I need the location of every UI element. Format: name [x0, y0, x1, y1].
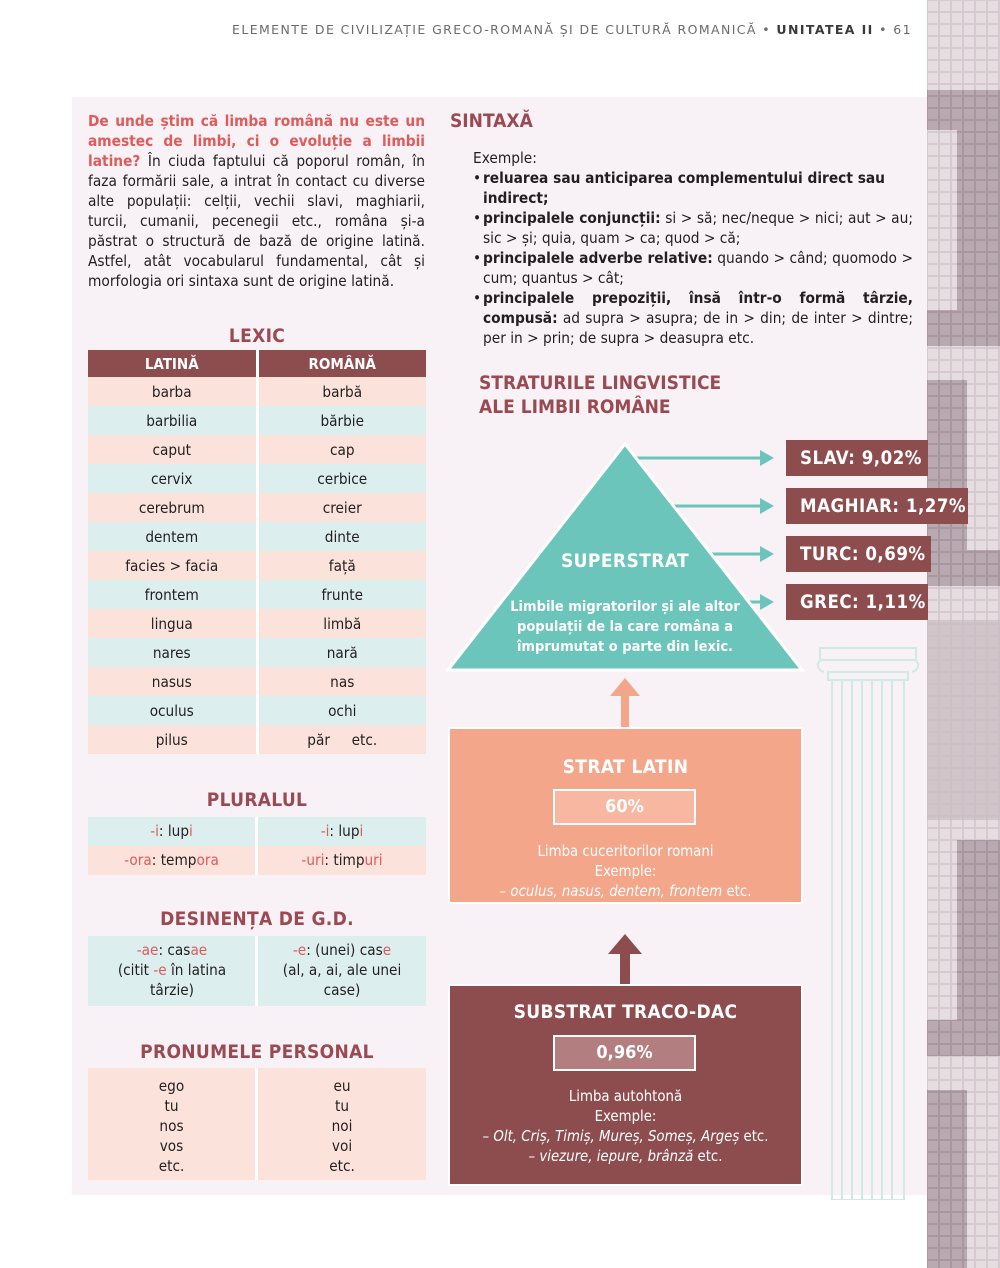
mosaic-decoration — [927, 0, 1000, 1268]
strat-latin-text — [449, 842, 802, 902]
lexic-romana-cell: cap — [329, 440, 355, 459]
pluralul-table — [88, 817, 426, 875]
lexic-romana-cell: față — [328, 556, 356, 575]
note: (citit — [117, 961, 154, 979]
influence-slav: SLAV: 9,02% — [786, 440, 928, 476]
intro-question: De unde știm că limba română nu este un amestec de limbi, ci o evoluție a limbii latine? — [88, 112, 425, 170]
sintaxa-item-3-text: quando > când; quomodo > cum; quantus > cât; — [483, 249, 913, 287]
lexic-latin-cell: pilus — [88, 725, 259, 754]
influence-turc: TURC: 0,69% — [786, 536, 931, 572]
lexic-col-latin: LATINĂ — [88, 350, 259, 377]
influence-maghiar: MAGHIAR: 1,27% — [786, 488, 968, 524]
lexic-romana-cell: cerbice — [317, 469, 368, 488]
pronoun-romana: noi — [331, 1117, 353, 1135]
suffix: ora — [196, 851, 219, 869]
sep: : — [324, 851, 334, 869]
pluralul-latin-cell — [88, 817, 258, 846]
ending: -i — [150, 822, 159, 840]
sintaxa-exemple: Exemple: — [473, 149, 537, 167]
lexic-row — [88, 551, 426, 580]
pronoun-romana: eu — [333, 1077, 351, 1095]
lexic-romana-cell: barbă — [322, 382, 363, 401]
influence-grec: GREC: 1,11% — [786, 584, 928, 620]
lexic-row — [88, 435, 426, 464]
suffix: e — [382, 941, 392, 959]
note: în latina târzie) — [149, 961, 227, 999]
pronumele-title: PRONUMELE PERSONAL — [140, 1041, 374, 1063]
header-title: ELEMENTE DE CIVILIZAȚIE GRECO-ROMANĂ ȘI DE CULTURĂ ROMANICĂ — [232, 22, 757, 37]
lexic-title: LEXIC — [228, 325, 286, 347]
lexic-col-romana: ROMÂNĂ — [259, 350, 427, 377]
lexic-row — [88, 667, 426, 696]
pronoun-latin: nos — [159, 1117, 184, 1135]
pluralul-row — [88, 846, 426, 875]
pronumele-latin-col — [88, 1068, 258, 1180]
influence-boxes — [786, 440, 967, 620]
substrat-text — [449, 1087, 802, 1167]
lexic-row — [88, 493, 426, 522]
sintaxa-title: SINTAXĂ — [450, 110, 533, 132]
sep: : (unei) — [306, 941, 360, 959]
substrat-ex2-etc: etc. — [693, 1148, 723, 1165]
lexic-latin-cell: barbilia — [88, 406, 259, 435]
header-bullet: • — [762, 22, 772, 37]
ending: -uri — [301, 851, 325, 869]
pronoun-latin: vos — [159, 1137, 184, 1155]
page-number: 61 — [893, 22, 912, 37]
intro-block — [88, 111, 425, 291]
strat-latin-etc: etc. — [722, 883, 752, 900]
lexic-romana-cell: bărbie — [320, 411, 365, 430]
lexic-romana-cell: păr etc. — [307, 730, 378, 749]
strat-latin-examples: – oculus, nasus, dentem, frontem — [499, 883, 723, 900]
lexic-table — [88, 350, 426, 754]
lexic-row — [88, 522, 426, 551]
pronoun-latin: ego — [158, 1077, 185, 1095]
lexic-romana-cell: nară — [326, 643, 358, 662]
sintaxa-item: • principalele adverbe relative: quando > când; quomodo > cum; quantus > cât; — [473, 249, 913, 287]
strat-latin-desc: Limba cuceritorilor romani — [537, 843, 714, 860]
stem: cas — [167, 941, 191, 959]
lexic-row — [88, 464, 426, 493]
lexic-romana-cell: ochi — [328, 701, 357, 720]
note-ending: -e — [153, 961, 167, 979]
lexic-row — [88, 377, 426, 406]
straturi-title-line1: STRATURILE LINGVISTICE — [479, 372, 722, 394]
pronoun-latin: tu — [164, 1097, 179, 1115]
substrat-exemple: Exemple: — [594, 1108, 657, 1125]
superstrat-desc: Limbile migratorilor și ale altor populații de la care româna a împrumutat o parte din lexic. — [510, 599, 740, 655]
ending: -ora — [124, 851, 152, 869]
sintaxa-item-4-text: ad supra > asupra; de in > din; de inter > dintre; per in > prin; de supra > deasupra etc. — [483, 309, 913, 347]
sintaxa-item: • reluarea sau anticiparea complementului direct sau indirect; — [473, 168, 913, 208]
note: (al, a, ai, ale unei case) — [282, 961, 402, 999]
superstrat-title: SUPERSTRAT — [560, 550, 690, 572]
lexic-body — [88, 377, 426, 754]
desinenta-table — [88, 936, 426, 1006]
desinenta-title: DESINENȚA DE G.D. — [160, 908, 354, 930]
lexic-latin-cell: cervix — [88, 464, 259, 493]
lexic-row — [88, 609, 426, 638]
pluralul-romana-cell — [258, 817, 426, 846]
sep: : — [158, 822, 168, 840]
lexic-row — [88, 638, 426, 667]
substrat-ex2: – viezure, iepure, brânză — [528, 1148, 694, 1165]
stem: cas — [359, 941, 383, 959]
ending: -ae — [136, 941, 159, 959]
sintaxa-item-3-label: principalele adverbe relative: — [483, 249, 713, 267]
up-arrow-latin — [610, 678, 640, 728]
mosaic-pattern — [927, 0, 1000, 1268]
ending: -i — [320, 822, 330, 840]
pluralul-title: PLURALUL — [206, 789, 308, 811]
sintaxa-block — [473, 148, 913, 348]
sintaxa-item: • principalele conjuncții: si > să; nec/neque > nici; aut > au; sic > și; quia, quam > ca; quod > că; — [473, 209, 913, 247]
suffix: ae — [190, 941, 208, 959]
header-bullet-2: • — [879, 22, 888, 37]
ionic-column — [818, 648, 919, 1200]
stem: lup — [338, 822, 360, 840]
lexic-romana-cell: dinte — [324, 527, 360, 546]
lexic-latin-cell: barba — [88, 377, 259, 406]
lexic-latin-cell: nasus — [88, 667, 259, 696]
suffix: i — [189, 822, 193, 840]
up-arrow-substrat — [608, 934, 642, 984]
lexic-romana-cell: limbă — [323, 614, 362, 633]
lexic-romana-cell: nas — [330, 672, 355, 691]
pluralul-row — [88, 817, 426, 846]
sep: : — [329, 822, 339, 840]
stem: lup — [167, 822, 190, 840]
lexic-latin-cell: cerebrum — [88, 493, 259, 522]
intro-body: În ciuda faptului că poporul român, în faza formării sale, a intrat în contact cu diverse alte populații: celții, vechii slavi, maghiarii, turcii, cumanii, pecenegii etc., româna și-a păstrat o structură de bază de origine latină. Astfel, atât vocabularul fundamental, cât și morfologia ori sintaxa sunt de origine latină. — [88, 152, 425, 290]
sintaxa-item-4-label: principalele prepoziții, însă într-o formă târzie, compusă: — [483, 289, 913, 327]
lexic-latin-cell: lingua — [88, 609, 259, 638]
straturi-title-line2: ALE LIMBII ROMÂNE — [479, 396, 671, 418]
pronumele-table — [88, 1068, 426, 1180]
lexic-latin-cell: facies > facia — [88, 551, 259, 580]
desinenta-latin-cell — [88, 936, 258, 1006]
lexic-latin-cell: oculus — [88, 696, 259, 725]
lexic-row — [88, 696, 426, 725]
lexic-row — [88, 406, 426, 435]
desinenta-romana-cell — [258, 936, 426, 1006]
pronoun-latin: etc. — [158, 1157, 185, 1175]
strat-latin-title: STRAT LATIN — [562, 756, 689, 778]
pronoun-romana: etc. — [329, 1157, 355, 1175]
strat-latin-exemple: Exemple: — [594, 863, 657, 880]
substrat-percent: 0,96% — [553, 1035, 696, 1071]
lexic-romana-cell: creier — [322, 498, 362, 517]
stem: timp — [333, 851, 365, 869]
sintaxa-item-2-text: si > să; nec/neque > nici; aut > au; sic > și; quia, quam > ca; quod > că; — [483, 209, 913, 247]
pronoun-romana: voi — [331, 1137, 353, 1155]
pronoun-romana: tu — [334, 1097, 350, 1115]
header-unit: UNITATEA II — [776, 22, 874, 37]
sep: : — [151, 851, 161, 869]
lexic-latin-cell: caput — [88, 435, 259, 464]
sep: : — [158, 941, 168, 959]
suffix: uri — [364, 851, 383, 869]
lexic-latin-cell: dentem — [88, 522, 259, 551]
lexic-header-row — [88, 350, 426, 377]
lexic-row — [88, 725, 426, 754]
lexic-row — [88, 580, 426, 609]
sintaxa-item-1: reluarea sau anticiparea complementului direct sau indirect; — [483, 169, 885, 207]
running-header — [0, 22, 912, 37]
lexic-latin-cell: nares — [88, 638, 259, 667]
sintaxa-item-2-label: principalele conjuncții: — [483, 209, 661, 227]
pluralul-latin-cell — [88, 846, 258, 875]
ending: -e — [292, 941, 307, 959]
lexic-romana-cell: frunte — [321, 585, 363, 604]
substrat-ex1-etc: etc. — [739, 1128, 769, 1145]
substrat-ex1: – Olt, Criș, Timiș, Mureș, Someș, Argeș — [482, 1128, 740, 1145]
pluralul-romana-cell — [258, 846, 426, 875]
lexic-latin-cell: frontem — [88, 580, 259, 609]
pronumele-romana-col — [258, 1068, 426, 1180]
substrat-desc: Limba autohtonă — [568, 1088, 683, 1105]
substrat-title: SUBSTRAT TRACO-DAC — [513, 1001, 738, 1023]
sintaxa-item: • principalele prepoziții, însă într-o formă târzie, compusă: ad supra > asupra; de in > din; de inter > dintre; per in > prin; de supra > deasupra etc. — [473, 289, 913, 347]
strat-latin-percent: 60% — [553, 789, 696, 825]
suffix: i — [359, 822, 364, 840]
straturi-title — [479, 371, 721, 419]
stem: temp — [160, 851, 197, 869]
